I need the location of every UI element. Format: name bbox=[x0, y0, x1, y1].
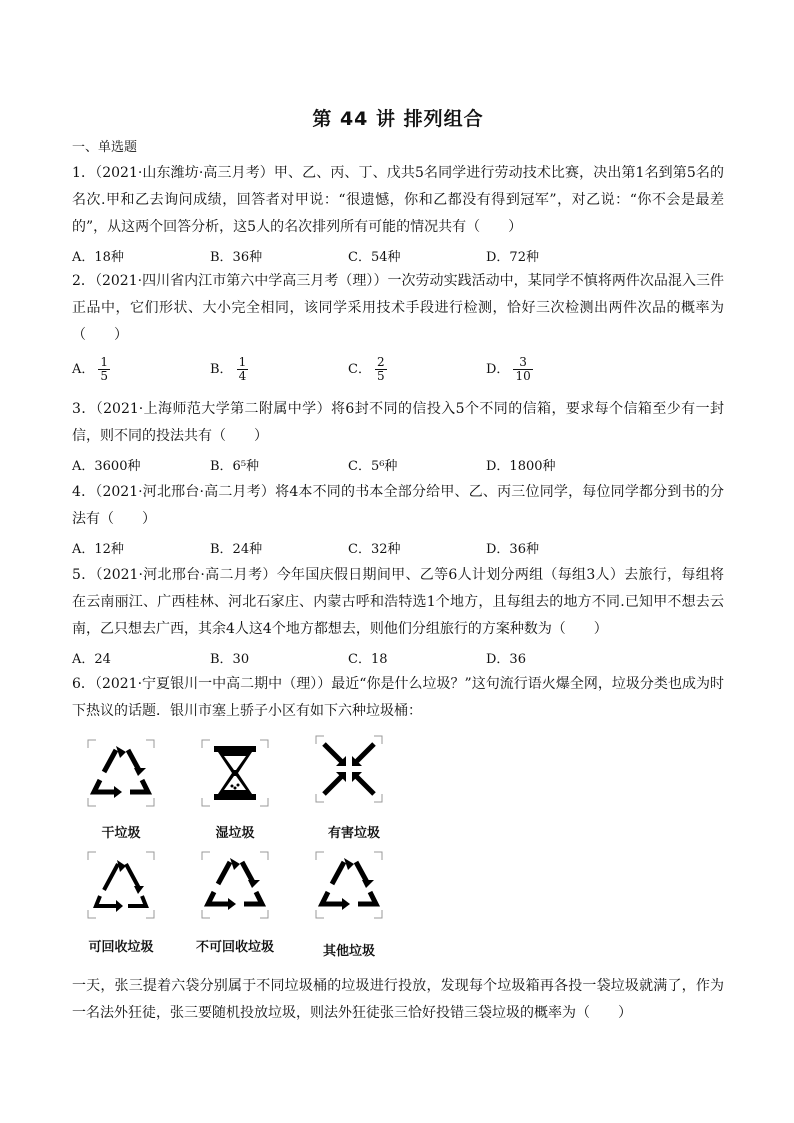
recycle-triangle-icon bbox=[200, 850, 270, 920]
question-4: 4．（2021·河北邢台·高二月考）将4本不同的书本全部分给甲、乙、丙三位同学，每位同学都分到书的分法有（ ） bbox=[72, 484, 724, 527]
option-label: D． bbox=[486, 362, 510, 377]
numerator: 1 bbox=[100, 355, 109, 369]
denominator: 5 bbox=[100, 369, 109, 383]
question-3-options bbox=[72, 455, 724, 481]
bin-label-other: 其他垃圾 bbox=[322, 944, 375, 959]
option-label: B． bbox=[210, 362, 233, 377]
numerator: 3 bbox=[513, 356, 532, 370]
option-c: C．5⁶种 bbox=[348, 459, 398, 474]
option-b: B．6⁵种 bbox=[210, 459, 260, 474]
option-c: C．32种 bbox=[348, 542, 401, 557]
option-c bbox=[348, 356, 387, 383]
section-heading: 一、单选题 bbox=[72, 140, 138, 155]
option-a: A．24 bbox=[72, 652, 111, 667]
option-d: D．72种 bbox=[486, 250, 539, 265]
option-d: D．1800种 bbox=[486, 459, 556, 474]
recycle-triangle-icon bbox=[86, 850, 156, 920]
question-1: 1．（2021·山东潍坊·高三月考）甲、乙、丙、丁、戊共5名同学进行劳动技术比赛，决出第1名到第5名的名次.甲和乙去询问成绩，回答者对甲说：“很遗憾，你和乙都没有得到冠军”，对乙说：“你不会是最差的”，从这两个回答分析，这5人的名次排列所有可能的情况共有（ ） bbox=[72, 165, 724, 235]
option-b: B．30 bbox=[210, 652, 250, 667]
recycle-triangle-icon bbox=[314, 850, 384, 920]
bin-label-non-recyclable: 不可回收垃圾 bbox=[195, 940, 274, 955]
option-label: A． bbox=[72, 362, 95, 377]
cross-arrows-icon bbox=[314, 734, 384, 804]
page-title: 第 44 讲 排列组合 bbox=[312, 108, 484, 130]
question-6-followup: 一天，张三提着六袋分别属于不同垃圾桶的垃圾进行投放，发现每个垃圾箱再各投一袋垃圾就满了，作为一名法外狂徒，张三要随机投放垃圾，则法外狂徒张三恰好投错三袋垃圾的概率为（ ） bbox=[72, 978, 724, 1021]
option-c: C．54种 bbox=[348, 250, 401, 265]
fraction bbox=[237, 356, 249, 383]
hourglass-icon bbox=[200, 738, 270, 808]
question-5: 5．（2021·河北邢台·高二月考）今年国庆假日期间甲、乙等6人计划分两组（每组3人）去旅行，每组将在云南丽江、广西桂林、河北石家庄、内蒙古呼和浩特选1个地方，且每组去的地方不同.已知甲不想去云南，乙只想去广西，其余4人这4个地方都想去，则他们分组旅行的方案种数为（ ） bbox=[72, 567, 724, 637]
question-6: 6．（2021·宁夏银川一中高二期中（理））最近“你是什么垃圾？”这句流行语火爆全网，垃圾分类也成为时下热议的话题．银川市塞上骄子小区有如下六种垃圾桶： bbox=[72, 676, 724, 719]
question-2: 2．（2021·四川省内江市第六中学高三月考（理））一次劳动实践活动中，某同学不慎将两件次品混入三件正品中，它们形状、大小完全相同，该同学采用技术手段进行检测，恰好三次检测出两件次品的概率为（ ） bbox=[72, 273, 724, 343]
option-d: D．36 bbox=[486, 652, 526, 667]
bin-label-hazardous: 有害垃圾 bbox=[327, 826, 380, 841]
option-d bbox=[486, 356, 533, 383]
option-b bbox=[210, 356, 248, 383]
option-a bbox=[72, 356, 110, 383]
denominator: 4 bbox=[238, 369, 247, 383]
bin-label-wet: 湿垃圾 bbox=[215, 826, 255, 841]
question-3: 3．（2021·上海师范大学第二附属中学）将6封不同的信投入5个不同的信箱，要求每个信箱至少有一封信，则不同的投法共有（ ） bbox=[72, 401, 724, 444]
option-b: B．36种 bbox=[210, 250, 263, 265]
option-a: A．18种 bbox=[72, 250, 124, 265]
option-d: D．36种 bbox=[486, 542, 539, 557]
question-4-options bbox=[72, 538, 724, 564]
recycle-triangle-icon bbox=[86, 738, 156, 808]
denominator: 10 bbox=[515, 369, 531, 383]
option-c: C．18 bbox=[348, 652, 388, 667]
option-a: A．12种 bbox=[72, 542, 124, 557]
bin-label-dry: 干垃圾 bbox=[101, 826, 141, 841]
numerator: 1 bbox=[238, 355, 247, 369]
question-2-options bbox=[72, 355, 724, 390]
numerator: 2 bbox=[376, 355, 385, 369]
option-b: B．24种 bbox=[210, 542, 263, 557]
fraction bbox=[513, 356, 532, 383]
bin-label-recyclable: 可回收垃圾 bbox=[88, 940, 154, 955]
option-a: A．3600种 bbox=[72, 459, 141, 474]
fraction bbox=[98, 356, 110, 383]
fraction bbox=[375, 356, 387, 383]
denominator: 5 bbox=[376, 369, 385, 383]
option-label: C． bbox=[348, 362, 371, 377]
